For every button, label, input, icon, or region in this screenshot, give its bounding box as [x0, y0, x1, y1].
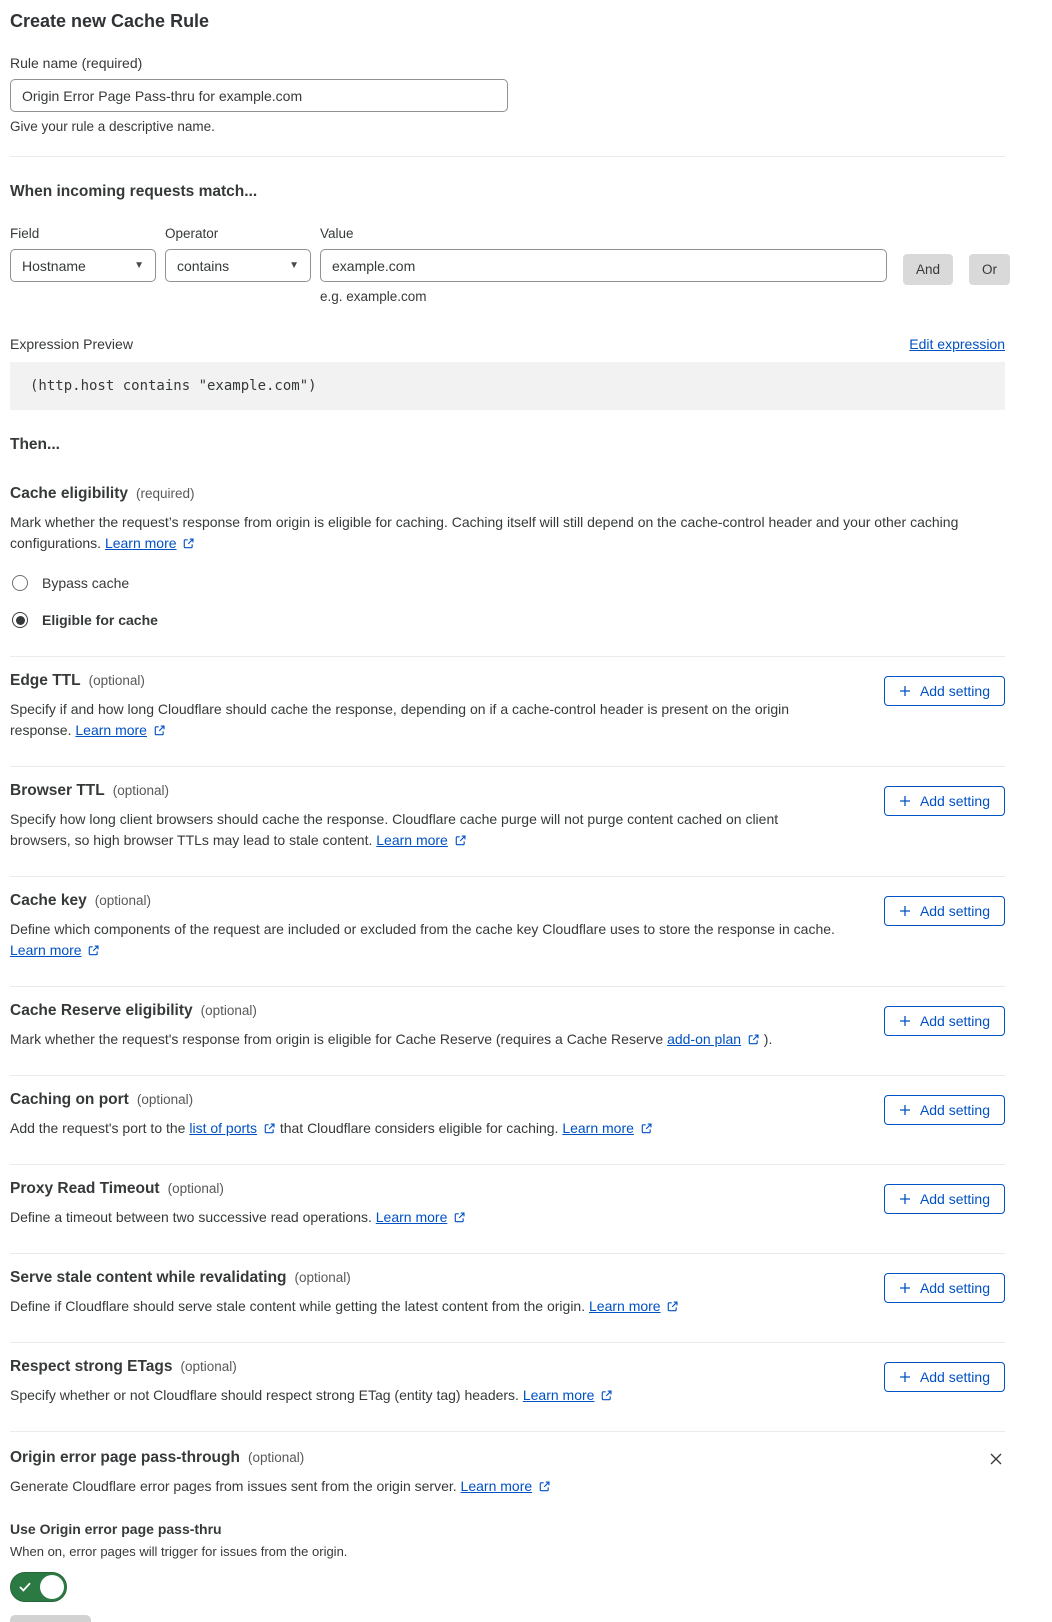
plus-icon: [899, 685, 911, 697]
setting-description: Define which components of the request are included or excluded from the cache key Cloudflare uses to store the response in cache. Learn more: [10, 921, 835, 958]
add-setting-button-cache-key[interactable]: Add setting: [884, 896, 1005, 926]
optional-settings-list: [10, 656, 1005, 1431]
learn-more-link[interactable]: Learn more: [10, 942, 82, 958]
setting-row-cache-key: [10, 876, 1005, 986]
setting-description: Specify whether or not Cloudflare should respect strong ETag (entity tag) headers. Learn more: [10, 1385, 842, 1406]
external-link-icon: [261, 1120, 276, 1136]
setting-description: Add the request's port to the list of ports that Cloudflare considers eligible for caching. Learn more: [10, 1118, 842, 1139]
origin-error-page-section: [10, 1431, 1005, 1622]
value-label: Value: [320, 226, 354, 241]
plus-icon: [899, 1015, 911, 1027]
list-of-ports-link[interactable]: list of ports: [189, 1120, 258, 1136]
add-setting-button-proxy-read-timeout[interactable]: Add setting: [884, 1184, 1005, 1214]
setting-description: Define a timeout between two successive read operations. Learn more: [10, 1207, 842, 1228]
operator-select-value: contains: [177, 257, 230, 274]
radio-option-bypass-cache[interactable]: Bypass cache: [10, 575, 1005, 591]
external-link-icon: [598, 1387, 613, 1403]
plus-icon: [899, 1104, 911, 1116]
required-badge: (required): [136, 486, 195, 501]
external-link-icon: [536, 1478, 551, 1494]
optional-badge: (optional): [112, 783, 170, 798]
external-link-icon: [180, 535, 195, 551]
optional-badge: (optional): [136, 1092, 194, 1107]
setting-title: Cache Reserve eligibility: [10, 1002, 193, 1019]
origin-error-title: Origin error page pass-through: [10, 1449, 240, 1466]
close-icon[interactable]: [989, 1452, 1003, 1466]
field-select[interactable]: [10, 249, 156, 282]
setting-row-edge-ttl: [10, 656, 1005, 766]
setting-row-serve-stale-content-while-revalidating: [10, 1253, 1005, 1342]
expression-code: (http.host contains "example.com"): [10, 362, 1005, 410]
optional-badge: (optional): [94, 893, 151, 908]
optional-badge: (optional): [167, 1181, 224, 1196]
setting-title: Browser TTL: [10, 782, 105, 799]
rule-name-help: Give your rule a descriptive name.: [10, 119, 215, 134]
then-heading: Then...: [10, 436, 60, 453]
add-setting-button-serve-stale-content-while-revalidating[interactable]: Add setting: [884, 1273, 1005, 1303]
and-button[interactable]: And: [903, 254, 953, 285]
external-link-icon: [745, 1031, 760, 1047]
value-input[interactable]: [320, 249, 887, 282]
bottom-cutoff-button[interactable]: [10, 1615, 91, 1622]
toggle-label: Use Origin error page pass-thru: [10, 1521, 222, 1537]
plus-icon: [899, 795, 911, 807]
match-heading: When incoming requests match...: [10, 183, 258, 200]
plus-icon: [899, 905, 911, 917]
learn-more-link[interactable]: Learn more: [376, 832, 448, 848]
setting-description: Specify how long client browsers should cache the response. Cloudflare cache purge will not purge content cached on client browsers, so high browser TTLs may lead to stale content. Learn more: [10, 811, 779, 848]
match-row: [10, 226, 1005, 304]
add-setting-button-caching-on-port[interactable]: Add setting: [884, 1095, 1005, 1125]
expression-header: [10, 336, 1005, 352]
setting-row-respect-strong-etags: [10, 1342, 1005, 1431]
toggle-help: When on, error pages will trigger for issues from the origin.: [10, 1544, 348, 1559]
setting-title: Serve stale content while revalidating: [10, 1269, 287, 1286]
optional-badge: (optional): [200, 1003, 257, 1018]
rule-name-label: Rule name (required): [10, 55, 143, 71]
field-select-value: Hostname: [22, 257, 86, 274]
learn-more-link[interactable]: Learn more: [562, 1120, 634, 1136]
optional-badge: (optional): [247, 1450, 305, 1465]
create-cache-rule-form: [10, 0, 1005, 1622]
external-link-icon: [151, 722, 166, 738]
external-link-icon: [452, 832, 467, 848]
add-setting-button-edge-ttl[interactable]: Add setting: [884, 676, 1005, 706]
setting-row-cache-reserve-eligibility: [10, 986, 1005, 1075]
setting-title: Caching on port: [10, 1091, 129, 1108]
optional-badge: (optional): [88, 673, 145, 688]
cache-eligibility-description: Mark whether the request’s response from origin is eligible for caching. Caching itself will still depend on the cache-control header and your other caching configurations. Learn more: [10, 514, 959, 551]
learn-more-link[interactable]: Learn more: [522, 1387, 595, 1403]
cache-eligibility-section: [10, 485, 1005, 656]
rule-name-input[interactable]: [10, 79, 508, 112]
chevron-down-icon: ▼: [134, 260, 144, 271]
setting-description: Define if Cloudflare should serve stale content while getting the latest content from the origin. Learn more: [10, 1296, 842, 1317]
rule-name-group: [10, 55, 1005, 134]
divider: [10, 156, 1005, 157]
radio-option-eligible-for-cache[interactable]: Eligible for cache: [10, 612, 1005, 628]
radio-unselected-icon[interactable]: [12, 575, 28, 591]
expression-preview-label: Expression Preview: [10, 336, 133, 352]
learn-more-link[interactable]: Learn more: [104, 535, 177, 551]
optional-badge: (optional): [180, 1359, 237, 1374]
radio-selected-icon[interactable]: [12, 612, 28, 628]
setting-title: Proxy Read Timeout: [10, 1180, 160, 1197]
setting-description: Specify if and how long Cloudflare should cache the response, depending on if a cache-control header is present on the origin response. Learn more: [10, 701, 790, 738]
add-setting-button-respect-strong-etags[interactable]: Add setting: [884, 1362, 1005, 1392]
add-setting-button-browser-ttl[interactable]: Add setting: [884, 786, 1005, 816]
plus-icon: [899, 1371, 911, 1383]
plus-icon: [899, 1282, 911, 1294]
learn-more-link[interactable]: Learn more: [75, 722, 147, 738]
setting-title: Edge TTL: [10, 672, 81, 689]
external-link-icon: [85, 942, 100, 958]
external-link-icon: [664, 1298, 679, 1314]
origin-error-toggle[interactable]: [10, 1572, 67, 1602]
setting-description: Mark whether the request's response from origin is eligible for Cache Reserve (requires a Cache Reserve add-on plan ).: [10, 1031, 773, 1047]
cache-eligibility-title: Cache eligibility: [10, 485, 129, 502]
operator-label: Operator: [165, 226, 219, 241]
learn-more-link[interactable]: Learn more: [460, 1478, 533, 1494]
setting-title: Cache key: [10, 892, 87, 909]
add-on-plan-link[interactable]: add-on plan: [667, 1031, 742, 1047]
value-hint: e.g. example.com: [320, 289, 427, 304]
operator-select[interactable]: [165, 249, 311, 282]
field-label: Field: [10, 226, 40, 241]
toggle-knob: [40, 1575, 64, 1599]
learn-more-link[interactable]: Learn more: [589, 1298, 661, 1314]
add-setting-button-cache-reserve-eligibility[interactable]: Add setting: [884, 1006, 1005, 1036]
setting-row-caching-on-port: [10, 1075, 1005, 1164]
check-icon: [19, 1582, 31, 1592]
external-link-icon: [451, 1209, 466, 1225]
external-link-icon: [638, 1120, 653, 1136]
or-button[interactable]: Or: [969, 254, 1010, 285]
setting-title: Respect strong ETags: [10, 1358, 173, 1375]
origin-error-description: Generate Cloudflare error pages from issues sent from the origin server. Learn more: [10, 1476, 1005, 1497]
page-title: Create new Cache Rule: [10, 11, 210, 31]
optional-badge: (optional): [294, 1270, 351, 1285]
setting-row-browser-ttl: [10, 766, 1005, 876]
edit-expression-link[interactable]: Edit expression: [909, 336, 1005, 352]
chevron-down-icon: ▼: [289, 260, 299, 271]
plus-icon: [899, 1193, 911, 1205]
learn-more-link[interactable]: Learn more: [375, 1209, 448, 1225]
setting-row-proxy-read-timeout: [10, 1164, 1005, 1253]
